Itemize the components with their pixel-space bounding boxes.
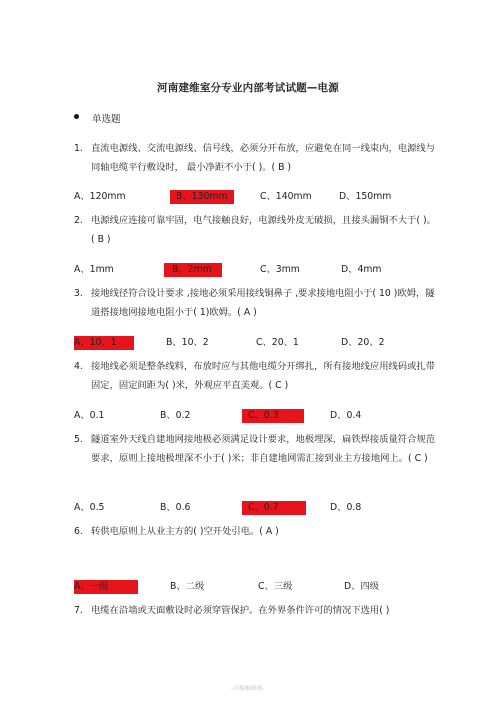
question-number: 6. (74, 526, 83, 537)
option-b: B、0.2 (160, 410, 191, 421)
options-row-5 (74, 501, 434, 515)
option-b: B、10、2 (166, 337, 209, 348)
options-row-4 (74, 409, 434, 423)
option-d: D、4mm (341, 264, 382, 275)
question-number: 7. (74, 605, 83, 616)
question-text: 接地线必须是整条线料，布放时应与其他电缆分开绑扎，所有接地线应用线码或扎带固定，固定间距为( )米，外观应平直美观。( C ) (91, 361, 435, 391)
bullet-icon (74, 114, 79, 119)
option-a: A、0.5 (74, 502, 105, 513)
question-text: 隧道室外天线自建地网接地极必须满足设计要求，地极埋深，扁铁焊接质量符合规范要求，原则上接地极埋深不小于( )米；非自建地网需汇接到业主方接地网上。( C ) (91, 434, 435, 464)
option-a-answer: A、10、1 (74, 336, 134, 350)
page-footer: -可编辑修改- (231, 686, 265, 692)
options-row-6 (74, 580, 434, 594)
section-label: 单选题 (92, 114, 121, 125)
question-text: 接地线径符合设计要求 ,接地必须采用接线铜鼻子 ,要求接地电阻小于( 10 )欧姆，隧道搭接地网接地电阻小于( 1)欧姆。( A ) (91, 288, 435, 318)
question-text: 直流电源线、交流电源线、信号线，必须分开布放，应避免在同一线束内，电源线与同轴电缆平行敷设时， 最小净距不小于( )。( B ) (91, 143, 435, 173)
option-d: D、0.8 (330, 502, 362, 513)
question-text: 电缆在沿墙或天面敷设时必须穿管保护。在外界条件许可的情况下选用( ) (91, 605, 390, 616)
option-d: D、150mm (339, 191, 392, 202)
option-c-answer: C、0.7 (242, 501, 306, 515)
option-b: B、二级 (170, 581, 205, 592)
page-title: 河南建维室分专业内部考试试题—电源 (157, 82, 339, 94)
question-number: 2. (74, 215, 83, 226)
option-a: A、0.1 (74, 410, 105, 421)
option-c: C、三级 (258, 581, 293, 592)
question-number: 3. (74, 288, 83, 299)
option-d: D、0.4 (330, 410, 362, 421)
option-c: C、3mm (260, 264, 300, 275)
option-c-answer: C、0.3 (242, 409, 304, 423)
options-row-1 (74, 190, 434, 204)
options-row-2 (74, 263, 434, 277)
option-c: C、20、1 (256, 337, 299, 348)
option-d: D、20、2 (341, 337, 385, 348)
option-b-answer: B、2mm (164, 263, 222, 277)
option-b-answer: B、130mm (170, 190, 234, 204)
options-row-3 (74, 336, 434, 350)
option-c: C、140mm (260, 191, 312, 202)
option-b: B、0.6 (160, 502, 191, 513)
question-number: 1. (74, 143, 83, 154)
question-number: 4. (74, 361, 83, 372)
option-a: A、120mm (74, 191, 126, 202)
question-number: 5. (74, 434, 83, 445)
option-a-answer: A、一级 (74, 580, 138, 594)
option-d: D、四级 (344, 581, 380, 592)
question-text: 转供电原则上从业主方的( )空开处引电。( A ) (91, 526, 279, 537)
option-a: A、1mm (74, 264, 114, 275)
question-text: 电源线应连接可靠牢固，电气接触良好，电源线外皮无破损，且接头漏铜不大于( )。( B ) (91, 215, 436, 245)
